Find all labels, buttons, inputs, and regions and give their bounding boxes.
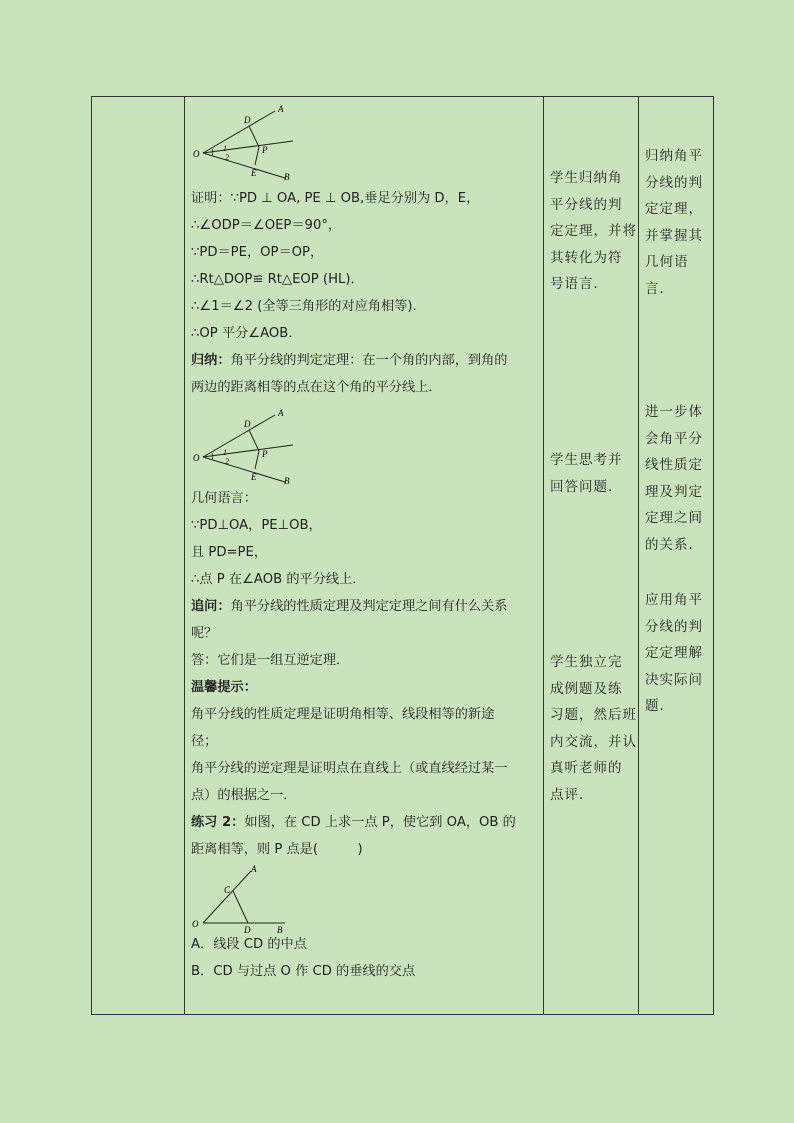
label-A: A — [251, 864, 257, 874]
design-intent-column — [639, 97, 714, 1015]
label-A: A — [278, 408, 284, 418]
label-E: E — [251, 472, 257, 482]
exercise-text-1: 如图，在 CD 上求一点 P，使它到 OA，OB 的 — [244, 815, 516, 830]
proof-line-3: ∵PD＝PE，OP＝OP， — [191, 245, 324, 260]
student-activity-3: 学生独立完 成例题及练 习题，然后班 内交流，并认 真听老师的 点评． — [550, 654, 637, 803]
proof-line-2: ∴∠ODP＝∠OEP＝90°， — [191, 218, 342, 233]
label-C: C — [224, 885, 231, 895]
tip-line-1: 角平分线的性质定理是证明角相等、线段相等的新途 — [191, 707, 495, 722]
followup-line-2: 呢？ — [191, 626, 218, 641]
label-O: O — [192, 919, 199, 929]
design-intent-2: 进一步体 会角平分 线性质定 理及判定 定理之间 的关系． — [645, 404, 703, 553]
label-D: D — [244, 419, 251, 429]
label-D: D — [244, 925, 251, 933]
geo-title: 几何语言： — [191, 491, 257, 506]
label-B: B — [284, 476, 290, 485]
option-a: A．线段 CD 的中点 — [191, 937, 307, 952]
summary-text-1: 角平分线的判定定理：在一个角的内部，到角的 — [230, 353, 508, 368]
student-activity-column — [544, 97, 639, 1015]
tip-line-2: 径； — [191, 734, 218, 749]
proof-line-1: 证明：∵PD ⊥ OA, PE ⊥ OB,垂足分别为 D，E， — [191, 191, 480, 206]
tip-label: 温馨提示： — [191, 680, 257, 695]
label-1: 1 — [223, 448, 227, 457]
lesson-table — [91, 96, 714, 1015]
summary-line-1 — [191, 347, 537, 374]
student-activity-2: 学生思考并 回答问题． — [550, 452, 623, 495]
label-O: O — [193, 453, 200, 463]
label-B: B — [284, 172, 290, 181]
followup-text-1: 角平分线的性质定理及判定定理之间有什么关系 — [230, 599, 508, 614]
option-b: B．CD 与过点 O 作 CD 的垂线的交点 — [191, 964, 416, 979]
exercise-line-1 — [191, 809, 537, 836]
exercise-figure — [191, 863, 301, 933]
exercise-line-2: 距离相等，则 P 点是( ) — [191, 842, 363, 857]
followup-line-1 — [191, 593, 537, 620]
design-intent-1: 归纳角平 分线的判 定定理， 并掌握其 几何语言． — [645, 148, 703, 297]
label-D: D — [244, 115, 251, 125]
exercise-label: 练习 2： — [191, 815, 245, 830]
content-column — [185, 97, 544, 1015]
label-2: 2 — [225, 457, 229, 466]
proof-line-6: ∴OP 平分∠AOB． — [191, 326, 302, 341]
label-A: A — [278, 104, 284, 114]
geo-line-3: ∴点 P 在∠AOB 的平分线上． — [191, 572, 366, 587]
stage-column — [92, 97, 185, 1015]
geo-line-1: ∵PD⊥OA，PE⊥OB， — [191, 518, 322, 533]
proof-line-4: ∴Rt△DOP≌ Rt△EOP (HL)． — [191, 272, 364, 287]
student-activity-1: 学生归纳角 平分线的判 定定理，并将 其转化为符 号语言． — [550, 170, 637, 292]
tip-line-4: 点）的根据之一． — [191, 788, 297, 803]
proof-line-5: ∴∠1＝∠2 (全等三角形的对应角相等)． — [191, 299, 426, 314]
tip-line-3: 角平分线的逆定理是证明点在直线上（或直线经过某一 — [191, 761, 508, 776]
label-1: 1 — [223, 144, 227, 153]
summary-label: 归纳： — [191, 353, 231, 368]
label-P: P — [262, 145, 268, 155]
label-2: 2 — [225, 153, 229, 162]
design-intent-3: 应用角平 分线的判 定定理解 决实际问 题． — [645, 592, 703, 714]
summary-line-2: 两边的距离相等的点在这个角的平分线上． — [191, 380, 442, 395]
angle-bisector-figure-1 — [191, 101, 321, 181]
label-E: E — [251, 168, 257, 178]
geo-line-2: 且 PD=PE， — [191, 545, 268, 560]
followup-answer: 答：它们是一组互逆定理． — [191, 653, 350, 668]
label-P: P — [262, 449, 268, 459]
angle-bisector-figure-2 — [191, 405, 321, 485]
label-O: O — [193, 149, 200, 159]
followup-label: 追问： — [191, 599, 231, 614]
label-B: B — [277, 925, 283, 933]
